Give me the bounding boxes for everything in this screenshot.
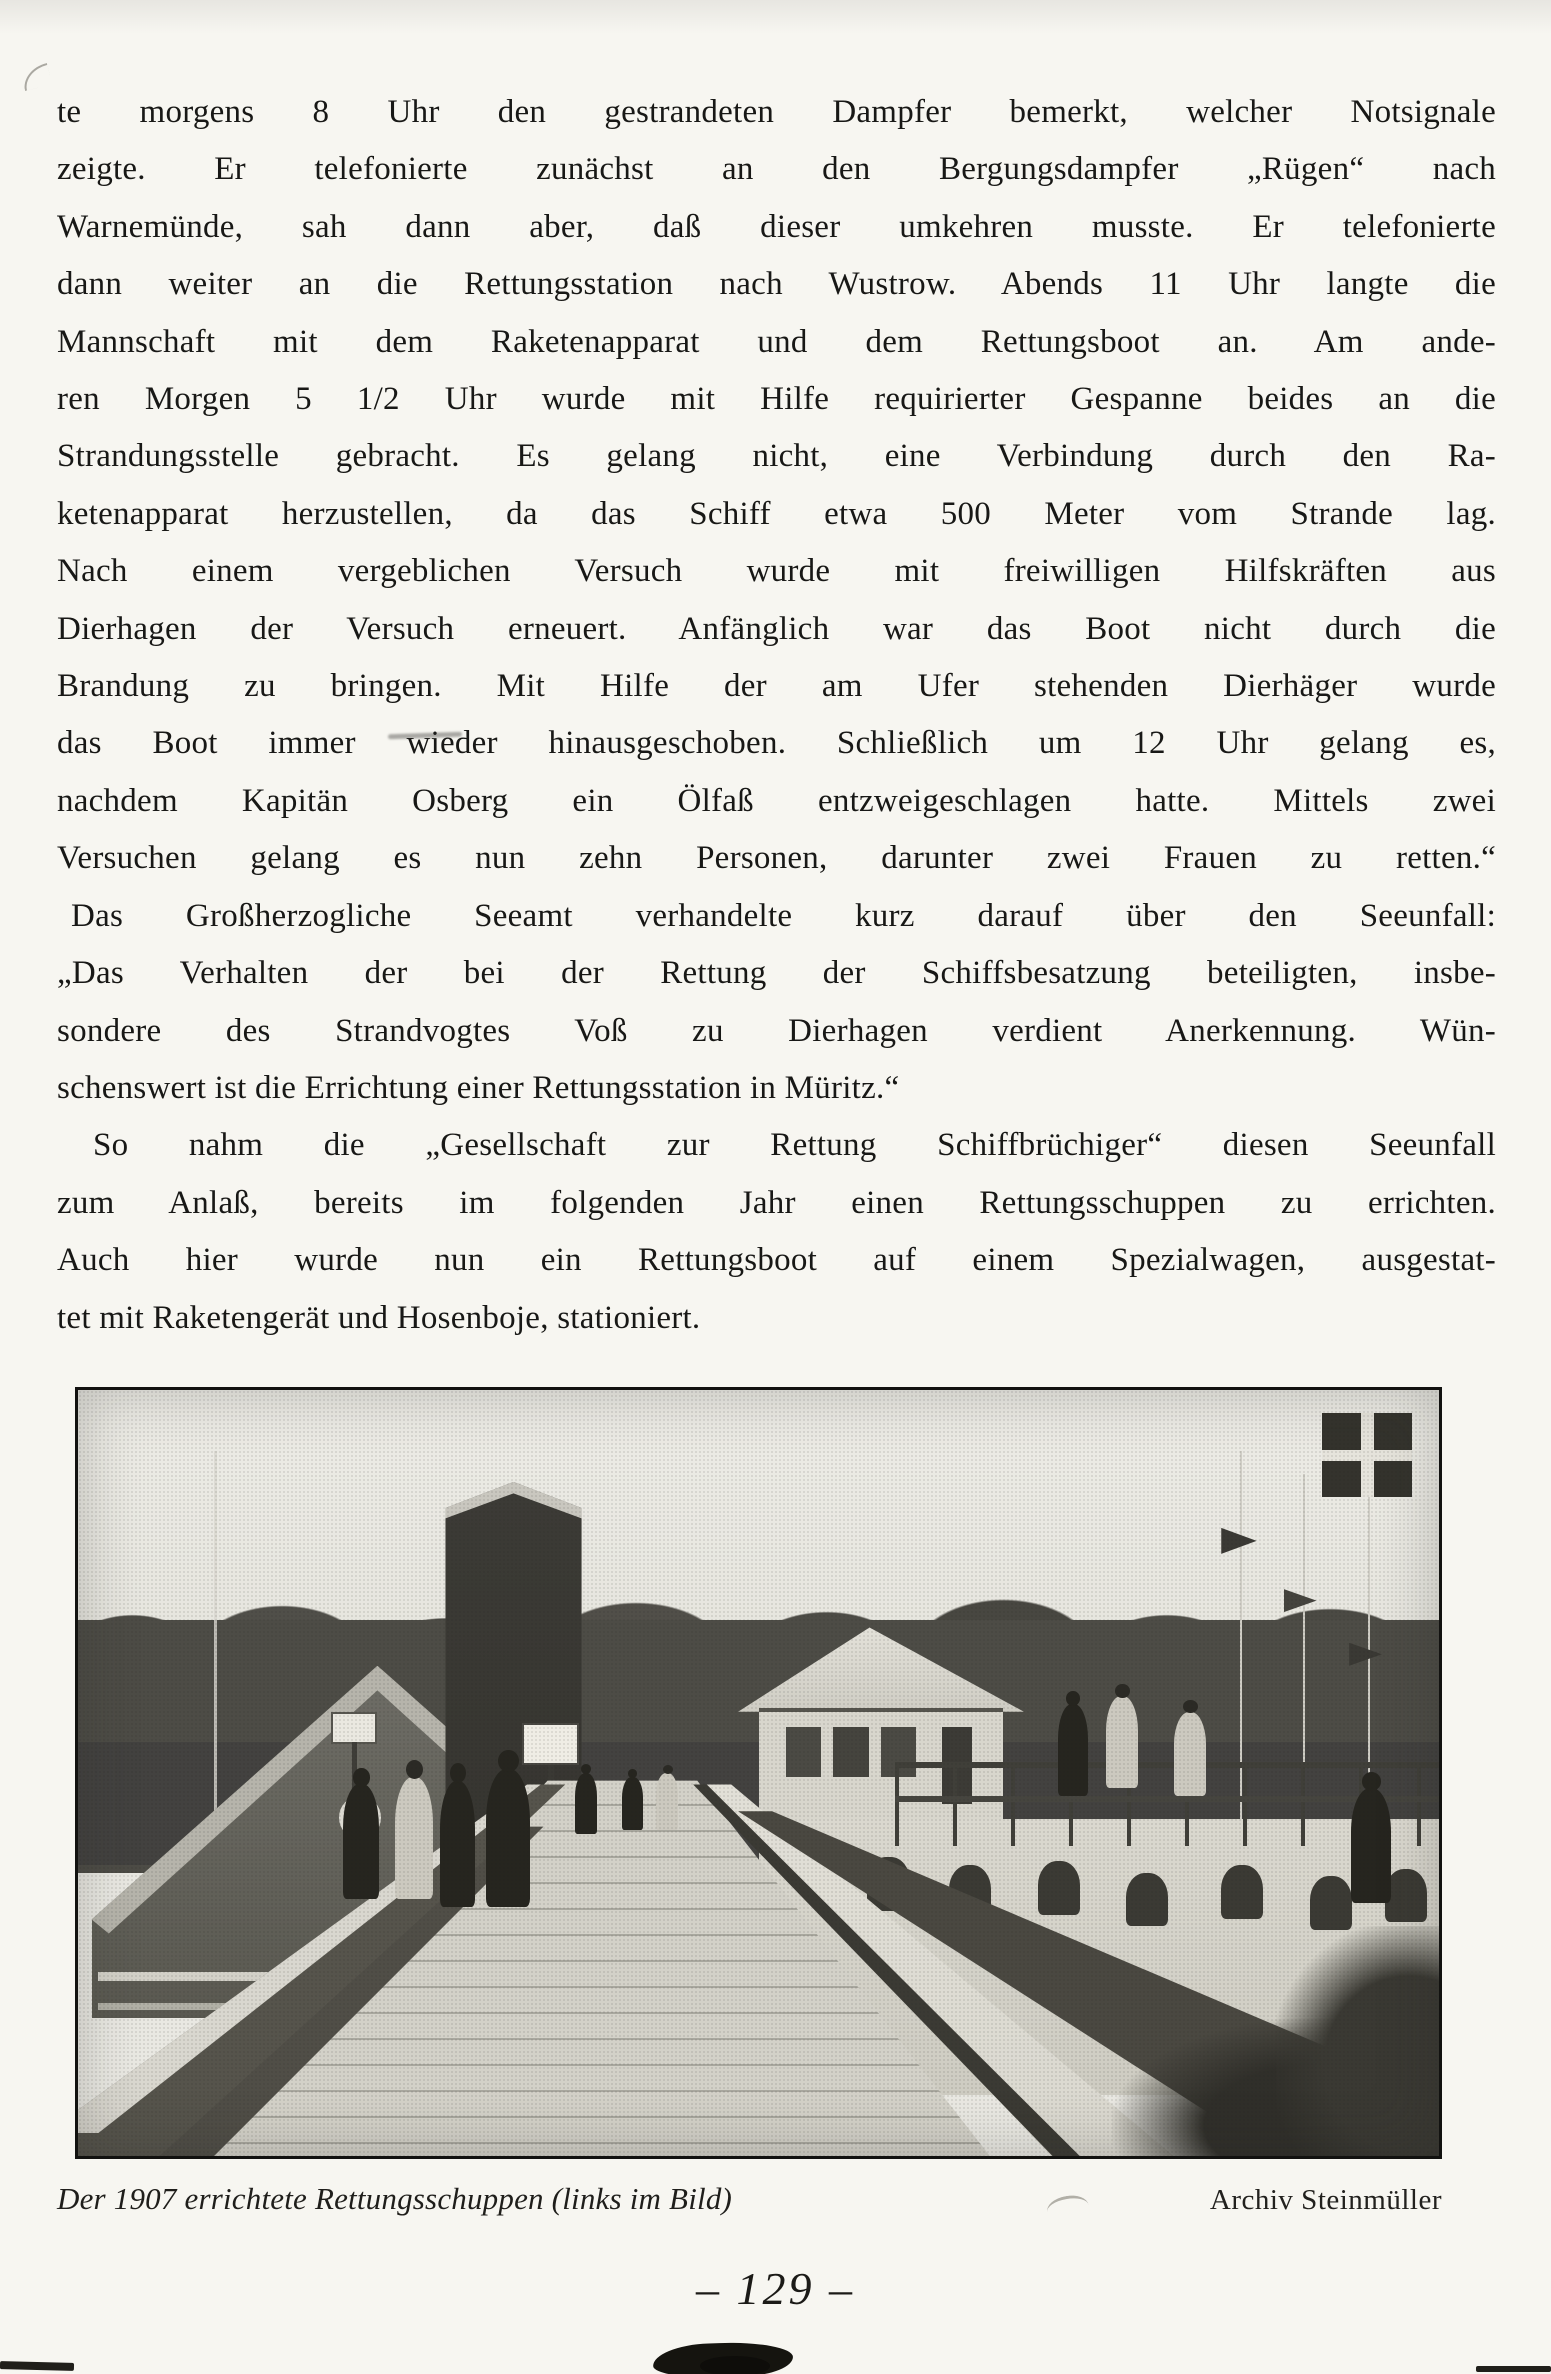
text-line: zeigte. Er telefonierte zunächst an den Bergungsdampfer „Rügen“ nach: [57, 151, 1496, 188]
photo-credit: Archiv Steinmüller: [1209, 2184, 1442, 2216]
scan-edge-shading-top: [0, 0, 1551, 34]
text-line: Strandungsstelle gebracht. Es gelang nicht, eine Verbindung durch den Ra-: [57, 438, 1496, 475]
text-line: te morgens 8 Uhr den gestrandeten Dampfer bemerkt, welcher Notsignale: [57, 94, 1496, 130]
photo-vignette: [78, 1390, 1439, 2156]
text-line: nachdem Kapitän Osberg ein Ölfaß entzweigeschlagen hatte. Mittels zwei: [57, 782, 1496, 819]
scan-mark-bottom-right: [1476, 2366, 1551, 2372]
text-line: Das Großherzogliche Seeamt verhandelte kurz darauf über den Seeunfall:: [71, 897, 1496, 934]
scan-artifact-hook: [20, 63, 52, 91]
text-line: Dierhagen der Versuch erneuert. Anfänglich war das Boot nicht durch die: [57, 610, 1496, 647]
text-line: Versuchen gelang es nun zehn Personen, darunter zwei Frauen zu retten.“: [57, 840, 1496, 877]
text-line: Nach einem vergeblichen Versuch wurde mit freiwilligen Hilfskräften aus: [57, 553, 1496, 590]
text-line: dann weiter an die Rettungsstation nach Wustrow. Abends 11 Uhr langte die: [57, 266, 1496, 303]
scan-mark-bottom-left: [0, 2361, 74, 2371]
text-line: das Boot immer wieder hinausgeschoben. Schließlich um 12 Uhr gelang es,: [57, 725, 1496, 762]
body-text: [57, 84, 1496, 1347]
text-line: tet mit Raketengerät und Hosenboje, stationiert.: [57, 1299, 701, 1336]
text-line: Warnemünde, sah dann aber, daß dieser umkehren musste. Er telefonierte: [57, 208, 1496, 245]
text-line: „Das Verhalten der bei der Rettung der Schiffsbesatzung beteiligten, insbe-: [57, 955, 1496, 992]
text-line: schenswert ist die Errichtung einer Rettungsstation in Müritz.“: [57, 1069, 900, 1106]
text-line: Brandung zu bringen. Mit Hilfe der am Ufer stehenden Dierhäger wurde: [57, 668, 1496, 705]
text-line: Auch hier wurde nun ein Rettungsboot auf einem Spezialwagen, ausgestat-: [57, 1242, 1496, 1279]
text-line: sondere des Strandvogtes Voß zu Dierhagen verdient Anerkennung. Wün-: [57, 1012, 1496, 1049]
text-line: ren Morgen 5 1/2 Uhr wurde mit Hilfe requirierter Gespanne beides an die: [57, 381, 1496, 418]
historical-photo: [75, 1387, 1442, 2159]
text-line: zum Anlaß, bereits im folgenden Jahr einen Rettungsschuppen zu errichten.: [57, 1184, 1496, 1221]
page-number: – 129 –: [696, 2263, 855, 2314]
text-line: So nahm die „Gesellschaft zur Rettung Schiffbrüchiger“ diesen Seeunfall: [93, 1127, 1496, 1164]
photo-caption: Der 1907 errichtete Rettungsschuppen (links im Bild): [57, 2181, 733, 2216]
scan-blob-bottom-core: [700, 2356, 770, 2374]
text-line: ketenapparat herzustellen, da das Schiff etwa 500 Meter vom Strande lag.: [57, 495, 1496, 532]
text-line: Mannschaft mit dem Raketenapparat und dem Rettungsboot an. Am ande-: [57, 323, 1496, 360]
